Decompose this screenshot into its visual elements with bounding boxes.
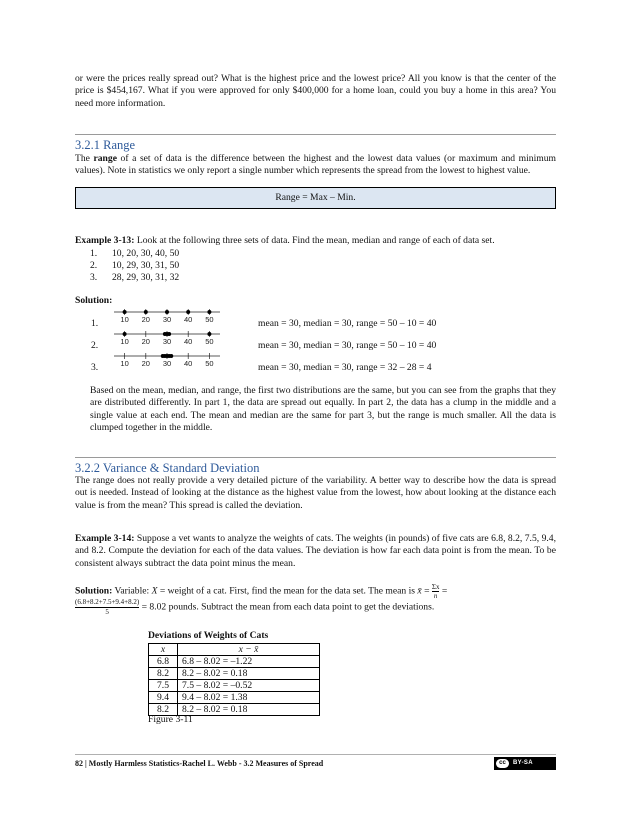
dot-plots [108, 303, 228, 375]
table-header-x: x [149, 644, 178, 656]
mean-calc-result: = 8.02 pounds. Subtract the mean from each data point to get the deviations. [141, 601, 435, 613]
table-header-deviation: x − x̄ [178, 644, 320, 656]
dot-plot-result-3: mean = 30, median = 30, range = 32 – 28 = 4 [258, 362, 432, 373]
data-set-number: 1. [90, 248, 98, 259]
table-cell-deviation: 8.2 – 8.02 = 0.18 [178, 704, 320, 716]
cc-license-icon: cc [496, 759, 509, 768]
dot-plot-tick-label: 30 [162, 337, 172, 346]
dot-plot-tick-label: 40 [184, 315, 193, 324]
deviation-table [148, 643, 320, 716]
page-footer: 82 | Mostly Harmless Statistics-Rachel L. Webb - 3.2 Measures of Spread [75, 759, 324, 768]
dot-plot-tick-label: 40 [184, 337, 193, 346]
range-formula-box: Range = Max – Min. [75, 187, 556, 209]
dot-plot-result-2: mean = 30, median = 30, range = 50 – 10 = 40 [258, 340, 437, 351]
section-divider [75, 134, 556, 135]
dot-plot-tick-label: 50 [205, 315, 214, 324]
table-cell-x: 8.2 [149, 704, 178, 716]
dot-plot-point [207, 310, 211, 314]
variance-paragraph: The range does not really provide a very detailed picture of the variability. A better way to describe how the data is spread out is needed. Instead of looking at the distance as the highest value from the lowest, how about looking at the distance each value is from the mean? This spread is called the deviation. [75, 475, 556, 511]
table-cell-deviation: 8.2 – 8.02 = 0.18 [178, 668, 320, 680]
example-3-14-label: Example 3-14: [75, 533, 135, 544]
license-label: BY-SA [513, 760, 533, 767]
dot-plot-tick-label: 10 [120, 337, 129, 346]
table-cell-x: 6.8 [149, 656, 178, 668]
variable-symbol: X [151, 585, 158, 597]
example-3-14-solution: Solution: Variable: X = weight of a cat. First, find the mean for the data set. The mean is x̄ = $\frac{\Sigma x}{n}$ = [75, 583, 448, 600]
dot-plot-point [167, 332, 171, 336]
footer-divider [75, 754, 556, 755]
table-cell-x: 9.4 [149, 692, 178, 704]
dot-plot-tick-label: 20 [141, 337, 150, 346]
dot-plot-point [207, 332, 211, 336]
figure-caption: Figure 3-11 [148, 714, 193, 725]
dot-plot-tick-label: 30 [162, 359, 172, 368]
dot-plot-label-2: 2. [91, 340, 99, 351]
data-set-values: 10, 20, 30, 40, 50 [112, 248, 180, 259]
dot-plot-label-3: 3. [91, 362, 99, 373]
section-divider [75, 457, 556, 458]
section-title-variance: 3.2.2 Variance & Standard Deviation [75, 461, 260, 475]
dot-plot-tick-label: 10 [120, 315, 129, 324]
solution-label-text: Solution: [75, 585, 113, 597]
dot-plot-tick-label: 30 [162, 315, 172, 324]
dot-plot-point [123, 332, 127, 336]
cc-by-sa-badge [494, 757, 556, 770]
data-set-3 [90, 272, 179, 284]
dot-plot-tick-label: 50 [205, 337, 214, 346]
mean-calculation [75, 598, 434, 617]
example-3-14-prompt [75, 533, 556, 570]
data-set-values: 10, 29, 30, 31, 50 [112, 260, 180, 271]
table-row [149, 656, 320, 668]
range-definition-pre: The [75, 153, 94, 164]
solution-label [75, 295, 112, 307]
range-definition [75, 153, 556, 178]
data-set-1 [90, 248, 179, 260]
dot-plot-point [144, 310, 148, 314]
dot-plot-point [186, 310, 190, 314]
solution-text-part: Variable: [112, 585, 152, 597]
example-3-13-conclusion: Based on the mean, median, and range, the first two distributions are the same, but you can see from the graphs that they are distributed differently. In part 1, the data are spread out equally. In part 2, the data has a clump in the middle and a single value at each end. The mean and median are the same for part 3, but the range is much smaller. All the data is clumped together in the middle. [90, 385, 556, 434]
table-row [149, 680, 320, 692]
example-3-13-prompt [75, 235, 556, 247]
data-set-values: 28, 29, 30, 31, 32 [112, 272, 180, 283]
table-cell-deviation: 9.4 – 8.02 = 1.38 [178, 692, 320, 704]
example-3-13-text: Look at the following three sets of data. Find the mean, median and range of each of data set. [134, 235, 495, 246]
mean-formula-numerator: Σx [431, 583, 440, 591]
range-definition-post: of a set of data is the difference between the highest and the lowest data values (or maximum and minimum values). Note in statistics we only report a single number which represents the spread from the lowest to highest value. [75, 153, 556, 177]
example-3-13-label: Example 3-13: [75, 235, 135, 246]
example-3-14-text: Suppose a vet wants to analyze the weights of cats. The weights (in pounds) of five cats are 6.8, 8.2, 7.5, 9.4, and 8.2. Compute the deviation for each of the data values. The deviation is how far each data point is from the mean. To be consistent always subtract the data point minus the mean. [75, 533, 556, 569]
mean-formula-denominator: n [433, 592, 438, 600]
table-cell-x: 7.5 [149, 680, 178, 692]
solution-label-text: Solution: [75, 295, 113, 306]
dot-plot-tick-label: 20 [141, 359, 150, 368]
deviation-table-title: Deviations of Weights of Cats [148, 630, 269, 641]
dot-plot-point [123, 310, 127, 314]
dot-plot-tick-label: 20 [141, 315, 150, 324]
dot-plot-point [165, 310, 169, 314]
table-row [149, 692, 320, 704]
dot-plot-result-1: mean = 30, median = 30, range = 50 – 10 = 40 [258, 318, 437, 329]
dot-plot-tick-label: 40 [184, 359, 193, 368]
mean-calc-numerator: (6.8+8.2+7.5+9.4+8.2) [75, 598, 140, 606]
mean-calc-fraction [75, 598, 139, 617]
data-set-number: 3. [90, 272, 98, 283]
solution-text-part: = weight of a cat. First, find the mean for the data set. The mean is [157, 585, 418, 597]
table-row [149, 668, 320, 680]
mean-calc-denominator: 5 [105, 608, 109, 616]
table-cell-deviation: 7.5 – 8.02 = –0.52 [178, 680, 320, 692]
data-set-2 [90, 260, 179, 272]
dot-plot-point [169, 354, 173, 358]
data-set-number: 2. [90, 260, 98, 271]
intro-paragraph: or were the prices really spread out? What is the highest price and the lowest price? All you know is that the center of the price is $454,167. What if you were approved for only $400,000 for a home loan, could you buy a home in this area? You need more information. [75, 73, 556, 109]
dot-plot-label-1: 1. [91, 318, 99, 329]
mean-symbol: x̄ [417, 585, 422, 597]
dot-plot-tick-label: 10 [120, 359, 129, 368]
section-title-range: 3.2.1 Range [75, 138, 136, 152]
table-cell-x: 8.2 [149, 668, 178, 680]
table-cell-deviation: 6.8 – 8.02 = –1.22 [178, 656, 320, 668]
table-header-row [149, 644, 320, 656]
range-term: range [93, 153, 117, 164]
dot-plot-tick-label: 50 [205, 359, 214, 368]
